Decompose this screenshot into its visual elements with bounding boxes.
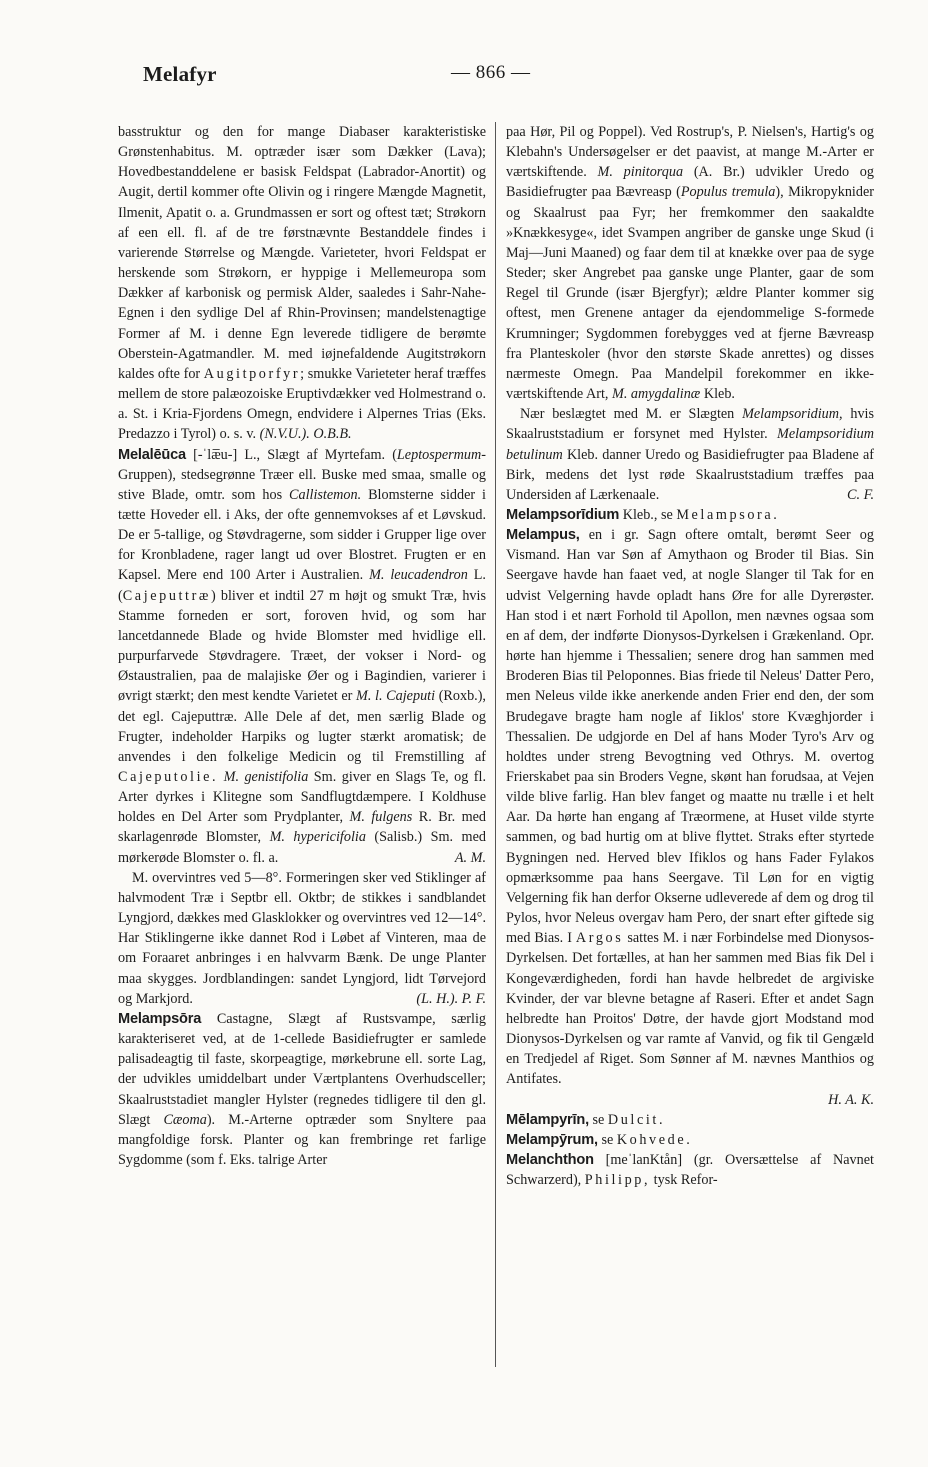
entry-headword: Melalēūca — [118, 446, 186, 463]
entry-headword: Mēlampyrīn, — [506, 1111, 589, 1128]
entry-melampsora: Melampsōra Castagne, Slægt af Rustsvampe, særlig karakteriseret ved, at de 1-cellede Basidiefrugter er samlede palisadeagtig til faste, skorpeagtige, mørkebrune ell. sorte Lag, der udvikles umiddelbart under Værtplantens Overhudsceller; Skaalruststadiet mangler Hylster (regnedes tidligere til den gl. Slægt Cæoma). M.-Arterne optræder som Snyltere paa mangfoldige forsk. Planter og kan frembringe ret farlige Sygdomme (som f. Eks. talrige Arter — [118, 1010, 486, 1168]
author-signature: C. F. — [847, 486, 874, 503]
entry-headword: Melampsorīdium — [506, 506, 620, 523]
spaced-term: Augitporfyr — [203, 365, 301, 382]
column-divider — [495, 122, 496, 1367]
melafyr-continuation: basstruktur og den for mange Diabaser karakteristiske Grønstenhabitus. M. optræder især som Dækker (Lava); Hovedbestanddelene er basisk Feldspat (Labrador-Anortit) og Augit, dertil kommer ofte Olivin og i ringere Mængde Magnetit, Ilmenit, Apatit o. a. Grundmassen er sort og oftest tæt; Strøkorn af een ell. fl. af de tre førstnævnte Bestanddele findes i varierende Størrelse og Mængde. Varieteter, hvori Feldspat er herskende som Strøkorn, er hyppige i Mellemeuropa som Dækker af karbonisk og permisk Alder, saaledes i Sahr-Nahe-Egnen i den sydlige Del af Rhin-Provinsen; mandelstenagtige Former af M. i denne Egn leverede tidligere de berømte Oberstein-Agatmandler. M. med iøjnefaldende Augitstrøkorn kaldes ofte for Augitporfyr; smukke Varieteter heraf træffes mellem de store palæozoiske Eruptivdækker ved Holmestrand o. a. St. i Kria-Fjordens Omegn, endvidere i Alpernes Trias (Eks. Predazzo i Tyrol) o. s. v. (N.V.U.). O.B.B. — [118, 124, 486, 443]
author-signature: H. A. K. — [828, 1091, 874, 1108]
entry-melaleuca: Melalēūca [-ˈlæ̅u-] L., Slægt af Myrtefam. (Leptospermum-Gruppen), stedsegrønne Træer ell. Buske med smaa, smalle og stive Blade, omtr. som hos Callistemon. Blomsterne sidder i tætte Hoveder ell. i Aks, der ofte gennemvokses af et Løvskud. De er 5-tallige, og Støvdragerne, som sidder i Grupper lige over for Kronbladene, rager langt ud over Blostret. Frugten er en Kapsel. Mere end 100 Arter i Australien. M. leucadendron L. (Cajeputtræ) bliver et indtil 27 m højt og smukt Træ, hvis Stamme forneden er sort, foroven hvid, og som har lancetdannede Blade og hvide Blomster med hvidlige ell. purpurfarvede Støvdragere. Træet, der vokser i Nord- og Østaustralien, paa de malajiske Øer og i Bagindien, varierer i øvrigt stærkt; den mest kendte Varietet er M. l. Cajeputi (Roxb.), det egl. Cajeputtræ. Alle Dele af det, men særlig Blade og Frugter, indeholder Harpiks og lugter stærkt aromatisk; de anvendes i den folkelige Medicin og til Fremstilling af Cajeputolie. M. genistifolia Sm. giver en Slags Te, og fl. Arter dyrkes i Klitegne som Sandflugtdæmpere. I Koldhuse holdes en Del Arter som Prydplanter, M. fulgens R. Br. med skarlagenrøde Blomster, M. hypericifolia (Salisb.) Sm. med mørkerøde Blomster o. fl. a. A. M. — [118, 445, 486, 868]
melaleuca-cultivation: M. overvintres ved 5—8°. Formeringen sker ved Stiklinger af halvmodent Træ i Septbr ell. Oktbr; de stikkes i sandblandet Lyngjord, dækkes med Glasklokker og overvintres ved 12—14°. Har Stiklingerne ikke dannet Rod i Løbet af Vinteren, maa de om Foraaret anbringes i en halvvarm Bænk. De unge Planter maa skygges. Jordblandingen: sandet Lyngjord, lidt Tørvejord og Markjord. (L. H.). P. F. — [118, 868, 486, 1009]
entry-melanchthon: Melanchthon [meˈlanKtån] (gr. Oversættelse af Navnet Schwarzerd), Philipp, tysk Refor- — [506, 1151, 874, 1189]
entry-headword: Melampus, — [506, 527, 580, 544]
entry-melampyrin: Mēlampyrīn, se Dulcit. — [506, 1111, 666, 1128]
melampsoridium-paragraph: Nær beslægtet med M. er Slægten Melampsoridium, hvis Skaalruststadium er forsynet med Hylster. Melampsoridium betulinum Kleb. danner Uredo og Basidiefrugter paa Bladene af Birk, medens det lyst røde Skaalruststadium træffes paa Undersiden af Lærkenaale. C. F. — [506, 404, 874, 505]
author-signature: A. M. — [454, 849, 486, 866]
cross-reference: Melampsora. — [676, 506, 780, 523]
author-signature: (N.V.U.). O.B.B. — [259, 426, 352, 443]
cross-reference: Dulcit. — [607, 1111, 666, 1128]
entry-melampsoridium: Melampsorīdium Kleb., se Melampsora. — [506, 506, 780, 523]
page-number: — 866 — — [451, 62, 531, 83]
right-column — [506, 122, 874, 1190]
entry-melampyrum: Melampȳrum, se Kohvede. — [506, 1131, 693, 1148]
melampsora-continuation: paa Hør, Pil og Poppel). Ved Rostrup's, P. Nielsen's, Hartig's og Klebahn's Undersøgelser er det paavist, at mange M.-Arter er værtskiftende. M. pinitorqua (A. Br.) udvikler Uredo og Basidiefrugter paa Bævreasp (Populus tremula), Mikropyknider og Skaalrust paa Fyr; her fremkommer den saakaldte »Knækkesyge«, idet Svampen angriber de ganske unge Skud (i Maj—Juni Maaned) og faar dem til at knække over paa de syge Steder; sker Angrebet paa ganske unge Planter, gaar de som Regel til Grunde (især Bjergfyr); ældre Planter kommer sig oftest, men Grenene antager da ejendommelige S-formede Krumninger; Sygdommen forebygges ved at fjerne Bævreasp fra Planteskoler (hvor den største Skade anrettes) og disses nærmeste Omegn. Paa Mandelpil forekommer en ikke-værtskiftende Art, M. amygdalinæ Kleb. — [506, 124, 874, 403]
left-column — [118, 122, 486, 1170]
entry-headword: Melanchthon — [506, 1151, 594, 1168]
author-signature: (L. H.). P. F. — [416, 990, 486, 1007]
entry-headword: Melampsōra — [118, 1010, 202, 1027]
cross-reference: Kohvede. — [616, 1131, 693, 1148]
running-headword: Melafyr — [143, 62, 217, 86]
entry-headword: Melampȳrum, — [506, 1131, 598, 1148]
entry-melampus: Melampus, en i gr. Sagn oftere omtalt, berømt Seer og Vismand. Han var Søn af Amythaon og Broder til Bias. Sin Seergave havde han faaet ved, at nogle Slanger til Tak for en udvist Velgerning havde opladt hans Øre for alle Dyrerøster. Han stod i et nært Forhold til Apollon, men nævnes ogsaa som en af dem, der indførte Dionysos-Dyrkelsen i Grækenland. Opr. hørte han hjemme i Thessalien; senere drog han sammen med Broderen Bias til Peloponnes. Bias friede til Neleus' Datter Pero, men Neleus vilde ikke anerkende anden Frier end den, der som Brudegave bragte ham nogle af Iiklos' store Kvæghjorder i Thessalien. De udgjorde en Del af hans Moder Tyro's Arv og holdtes under streng Bevogtning ved Othrys. M. overtog Frierskabet paa sin Broders Vegne, skønt han forudsaa, at Vejen vilde blive farlig. Han blev fanget og maatte nu trælle i et helt Aar. Da hørte han engang af Træormene, at Huset vilde styrte sammen, og bad hurtig om at blive flyttet. Straks efter styrtede Bygningen ned. Herved blev Ifiklos og hans Fader Fylakos opmærksomme paa hans Seergave. Til Løn for en vigtig Velgerning fik han derfor Okserne udleverede af dem og drog til Pylos, hvor Neleus overgav ham Pero, der snart efter giftede sig med Bias. I Argos sattes M. i nær Forbindelse med Dionysos-Dyrkelsen. Det fortælles, at han her sammen med Bias fik Del i Kongeværdigheden, fordi han havde helbredet de argiviske Kvinder, der var blevne betagne af Raseri. Efter et andet Sagn helbredte han Proitos' Døtre, der havde gjort Modstand mod Dionysos-Dyrkelsen og var ramte af Vanvid, og fik til Gengæld en Tredjedel af Riget. Som Sønner af M. nævnes Manthios og Antifates. — [506, 527, 874, 1088]
page-header — [143, 62, 783, 92]
